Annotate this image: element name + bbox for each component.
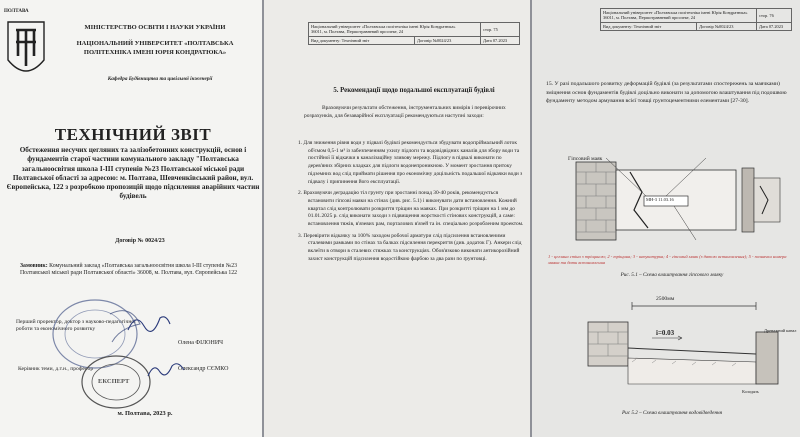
- header-address: 36011, м. Полтава, Першотравневий проспект, 24: [311, 29, 404, 35]
- stamp-text: ЕКСПЕРТ: [98, 378, 130, 385]
- header-doc-type: Вид документу: Технічний звіт: [309, 36, 415, 44]
- department-name: Кафедра Будівництва та цивільної інженерії: [107, 76, 213, 82]
- section-intro: Враховуючи результати обстеження, інструментальних вимірів і перевірочних розрахунків, для безаварійної експлуатації рекомендуються наступні заходи:: [304, 105, 506, 119]
- lead-role: Керівник теми, д.т.н., професор: [18, 366, 94, 372]
- header-contract: Договір №0024/23: [697, 22, 757, 30]
- header-address: 36011, м. Полтава, Першотравневий проспект, 24: [603, 15, 696, 21]
- client-text: Комунальний заклад «Полтавська загальноосвітня школа І-ІІІ ступенів №23 Полтавської міської ради Полтавської області» 36008, м. Полтава, вул. Європейська 122: [20, 263, 238, 277]
- fig2-title: Рис 5.2 – Схема влаштування водовідведення: [621, 410, 723, 416]
- lead-name: Олександр СЄМКО: [178, 366, 229, 372]
- header-doc-type: Вид документу: Технічний звіт: [601, 22, 697, 30]
- signature-1: [126, 310, 172, 336]
- figures-page: [532, 0, 800, 437]
- header-contract: Договір №0024/23: [415, 36, 481, 44]
- fig2-drain-label: Дренажний канал: [764, 328, 797, 333]
- header-org: [601, 9, 757, 23]
- first-vice-rector-name: Олена ФІЛОНИЧ: [178, 340, 224, 346]
- list-item: 1. Для зниження рівня води у підвалі будівлі рекомендується збудувати водопріймальний лоток об'ємом 0,5-1 м³ із забезпеченням ухилу підлоги та водовідвідних каналів для збору води та постійної її відкачки в каналізаційну зливову мережу. Підлогу в підвалі виконати по дерев'яних збірних кладках для підлоги водонепроникною. У момент зростання притоку підземних вод слід приймати рішення про економічну доцільність подальшої відкачки води з підвалу і припинення його експлуатації.: [298, 140, 523, 185]
- document-header: [308, 22, 520, 45]
- document-header: [600, 8, 792, 31]
- fig1-label-marker: Гіпсовий маяк: [568, 156, 603, 162]
- fig2-slope-label: i=0.03: [656, 329, 675, 337]
- ministry-name: МІНІСТЕРСТВО ОСВІТИ І НАУКИ УКРАЇНИ: [84, 24, 226, 31]
- first-vice-rector-role: Перший проректор, доктор з науково-педагогічної роботи та економічного розвитку: [16, 319, 136, 332]
- logo-text: ПОЛТАВА: [4, 9, 29, 14]
- fig2-well-label: Колодязь: [742, 389, 759, 394]
- header-page: стор. 76: [757, 9, 792, 23]
- header-org-name: Національний університет «Полтавська політехніка імені Юрія Кондратюка»: [311, 24, 456, 29]
- client-block: [20, 263, 256, 278]
- fig1-label-date: МН-3 11.03.16: [646, 197, 674, 202]
- section-title: 5. Рекомендації щодо подальшої експлуатації будівлі: [333, 87, 495, 94]
- client-label: Замовник:: [20, 263, 48, 269]
- fig1-legend: 1 - цегляна стіна з тріщиною; 2 - тріщина; 3 - штукатурка; 4 - гіпсовий маяк (з датою встановлення); 5 - позначки номера маяка та дати встановлення: [548, 254, 787, 265]
- university-logo: [4, 8, 48, 94]
- paragraph-15: 15. У разі подальшого розвитку деформацій будівлі (за результатами спостережень за маячками) зміцнення основ фундаментів будівлі доцільно виконати за допомогою влаштування під подошвою фундаменту методом армування всієї товщі ґрунтоцементними елементами [27-30].: [546, 81, 787, 105]
- university-name: НАЦІОНАЛЬНИЙ УНІВЕРСИТЕТ «ПОЛТАВСЬКА ПОЛІТЕХНІКА ІМЕНІ ЮРІЯ КОНДРАТЮКА»: [76, 40, 234, 56]
- list-item: 3. Перевірити відкачку за 100% заходом робочої арматури слід підсилення встановленими сталевими рамками по стінах та балках підсилення перекриття (див. додаток Г). Анкери слід вклеїти в отвори в сталевих стяжках та конструкціях. Обов'язково виконати антикорозійний захист конструкцій підсилення водостійкою фарбою за два рази по ґрунтовці.: [298, 232, 522, 262]
- header-date: Дата 07.2023: [481, 36, 520, 44]
- contract-number: Договір № 0024/23: [115, 238, 165, 244]
- report-description: Обстеження несучих цегляних та залізобетонних конструкцій, основ і фундаментів старої частини комунального закладу "Полтавська загальноосвітня школа І-ІІІ ступенів №23 Полтавської міської ради Полтавської області за адресою: м. Полтава, Шевченківський район, вул. Європейська, 122 з розробкою пропозицій щодо підсилення аварійних частин будівель: [6, 146, 260, 201]
- list-item: 2. Враховуючи деградацію тіл грунту при зростанні понад 30-40 років, рекомендується встановити гіпсові маяки на стінах (див. рис. 5.1) і виконувати дати встановлення. Кожний квартал слід контролювати розкриття тріщин на маяках. При розкритті тріщин на 1 мм до 01.01.2025 р. слід виконати заходи з підвищення жорсткості стінових конструкцій, а саме: встановлення тяжів, в'язевих рам, порталових в'язей та ін. спеціально розробленим проектом.: [298, 190, 524, 228]
- signature-2: [146, 358, 186, 382]
- header-date: Дата 07.2023: [757, 22, 792, 30]
- recommendations-list: [292, 140, 524, 268]
- header-org-name: Національний університет «Полтавська політехніка імені Юрія Кондратюка»: [603, 10, 748, 15]
- report-title: ТЕХНІЧНИЙ ЗВІТ: [54, 125, 212, 144]
- fig2-width-label: 2500мм: [656, 296, 675, 302]
- header-page: стор. 75: [481, 23, 520, 37]
- recommendations-page: [264, 0, 530, 437]
- fig1-title: Рис. 5.1 – Схема влаштування гіпсового маяку: [620, 272, 724, 278]
- city-year: м. Полтава, 2023 р.: [117, 410, 173, 417]
- header-org: [309, 23, 481, 37]
- title-page: [0, 0, 262, 437]
- drainage-drawing: [572, 292, 798, 392]
